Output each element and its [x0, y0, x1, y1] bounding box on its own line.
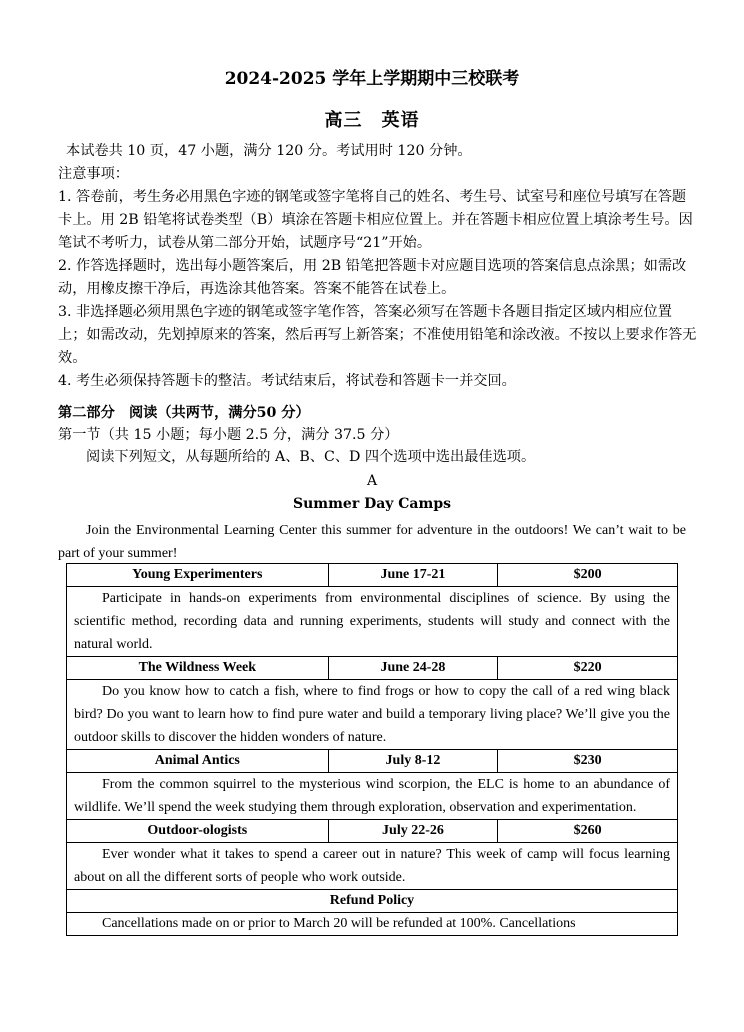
exam-subject: 高三 英语	[324, 110, 420, 131]
table-row	[67, 564, 678, 587]
table-row	[67, 587, 678, 657]
passage-intro: Join the Environmental Learning Center this summer for adventure in the outdoors! We can’t wait to be part of your summer!	[58, 523, 686, 561]
instructions	[58, 140, 698, 393]
camp-price: $200	[498, 564, 678, 587]
instruction-item-3: 3. 非选择题必须用黑色字迹的钢笔或签字笔作答，答案必须写在答题卡各题目指定区域内相应位置上；如需改动，先划掉原来的答案，然后再写上新答案；不准使用铅笔和涂改液。不按以上要求作答无效。	[58, 304, 697, 366]
camp-name: Young Experimenters	[67, 564, 329, 587]
reading-section	[58, 402, 698, 468]
camp-description: Do you know how to catch a fish, where to find frogs or how to copy the call of a red wing black bird? Do you want to learn how to find pure water and build a temporary living place? We’ll give you the outdoor skills to discover the hidden wonders of nature.	[67, 680, 678, 750]
table-row	[67, 750, 678, 773]
camp-name: Outdoor-ologists	[67, 820, 329, 843]
camp-price: $230	[498, 750, 678, 773]
table-row	[67, 657, 678, 680]
camp-price: $260	[498, 820, 678, 843]
table-row	[67, 890, 678, 913]
camp-dates: June 24-28	[328, 657, 498, 680]
refund-heading: Refund Policy	[67, 890, 678, 913]
instruction-item-1: 1. 答卷前，考生务必用黑色字迹的钢笔或签字笔将自己的姓名、考生号、试室号和座位号填写在答题卡上。用 2B 铅笔将试卷类型（B）填涂在答题卡相应位置上。并在答题卡相应位置上填涂考生号。因笔试不考听力，试卷从第二部分开始，试题序号“21”开始。	[58, 189, 693, 251]
camp-name: Animal Antics	[67, 750, 329, 773]
table-row	[67, 913, 678, 936]
passage-letter: A	[366, 473, 378, 489]
subsection-heading: 第一节（共 15 小题；每小题 2.5 分，满分 37.5 分）	[58, 427, 399, 443]
notice-label: 注意事项：	[58, 166, 129, 182]
part-heading: 第二部分 阅读（共两节，满分50 分）	[58, 405, 310, 421]
camp-description: Ever wonder what it takes to spend a career out in nature? This week of camp will focus learning about on all the different sorts of people who work outside.	[67, 843, 678, 890]
exam-summary: 本试卷共 10 页，47 小题，满分 120 分。考试用时 120 分钟。	[66, 143, 472, 159]
camp-dates: July 22-26	[328, 820, 498, 843]
instruction-item-2: 2. 作答选择题时，选出每小题答案后，用 2B 铅笔把答题卡对应题目选项的答案信息点涂黑；如需改动，用橡皮擦干净后，再选涂其他答案。答案不能答在试卷上。	[58, 258, 687, 297]
camp-dates: July 8-12	[328, 750, 498, 773]
table-row	[67, 843, 678, 890]
passage-title: Summer Day Camps	[293, 496, 451, 512]
refund-text: Cancellations made on or prior to March 20 will be refunded at 100%. Cancellations	[67, 913, 678, 936]
camp-description: Participate in hands-on experiments from environmental disciplines of science. By using the scientific method, recording data and running experiments, students will study and connect with the natural world.	[67, 587, 678, 657]
camp-description: From the common squirrel to the mysterious wind scorpion, the ELC is home to an abundance of wildlife. We’ll spend the week studying them through exploration, observation and experimentation.	[67, 773, 678, 820]
camp-price: $220	[498, 657, 678, 680]
table-row	[67, 680, 678, 750]
camp-dates: June 17-21	[328, 564, 498, 587]
table-row	[67, 820, 678, 843]
exam-title: 2024-2025 学年上学期期中三校联考	[224, 69, 520, 89]
instruction-item-4: 4. 考生必须保持答题卡的整洁。考试结束后，将试卷和答题卡一并交回。	[58, 373, 516, 389]
camp-name: The Wildness Week	[67, 657, 329, 680]
camps-table	[66, 563, 678, 936]
table-row	[67, 773, 678, 820]
directions: 阅读下列短文，从每题所给的 A、B、C、D 四个选项中选出最佳选项。	[86, 449, 536, 465]
